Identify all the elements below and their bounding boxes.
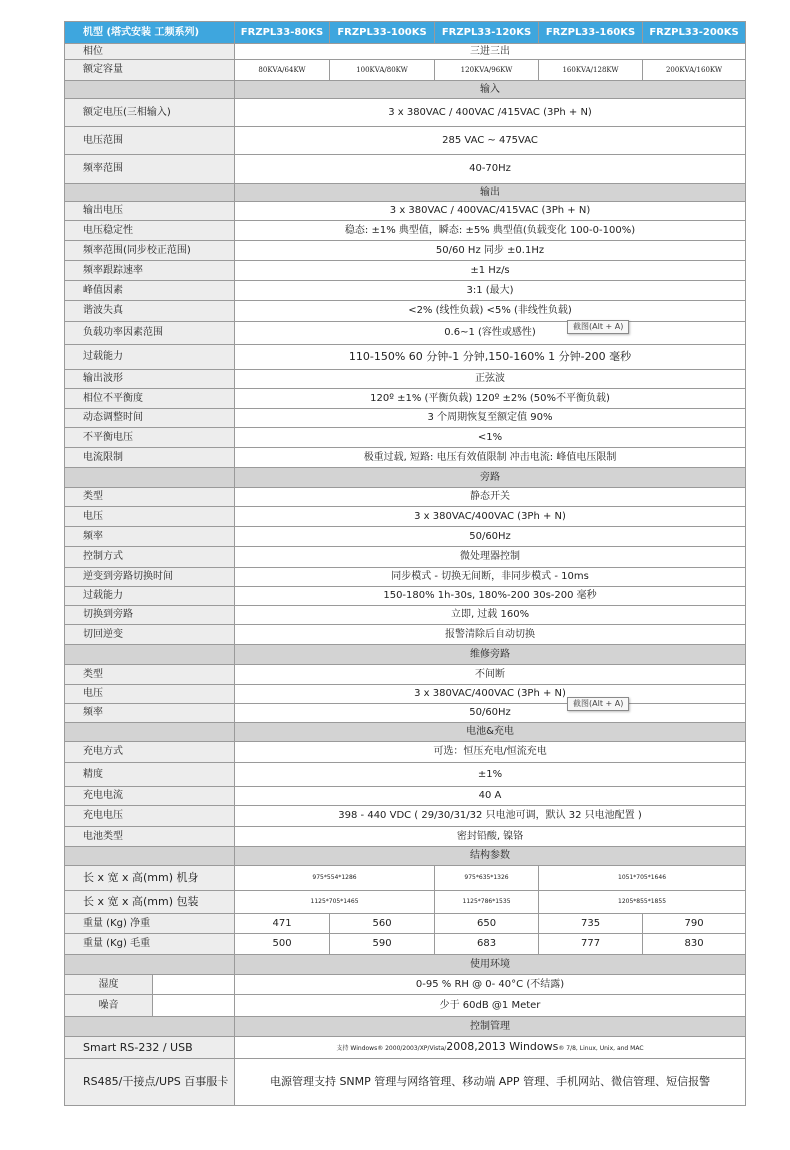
- table-row: [65, 99, 746, 127]
- row-label: 切回逆变: [65, 625, 235, 645]
- row-value: 0.6~1 (容性或感性): [235, 322, 746, 345]
- row-value: 50/60Hz: [235, 527, 746, 547]
- row-value: 40-70Hz: [235, 155, 746, 184]
- table-row: [65, 241, 746, 261]
- row-value: 极重过载, 短路: 电压有效值限制 冲击电流: 峰值电压限制: [235, 448, 746, 468]
- model-name: FRZPL33-160KS: [539, 22, 643, 44]
- capacity-value: 80KVA/64KW: [235, 60, 330, 81]
- capacity-value: 120KVA/96KW: [435, 60, 539, 81]
- row-value: 150-180% 1h-30s, 180%-200 30s-200 毫秒: [235, 587, 746, 606]
- row-label: 额定电压(三相输入): [65, 99, 235, 127]
- table-row: [65, 975, 746, 995]
- table-row: [65, 685, 746, 704]
- row-value: 三进三出: [235, 44, 746, 60]
- weight-value: 471: [235, 914, 330, 934]
- row-value: 40 A: [235, 787, 746, 806]
- screenshot-tooltip: 截图(Alt + A): [567, 697, 629, 711]
- row-label: 负载功率因素范围: [65, 322, 235, 345]
- table-row: [65, 806, 746, 827]
- model-name: FRZPL33-120KS: [435, 22, 539, 44]
- row-label: 长 x 宽 x 高(mm) 包装: [65, 891, 235, 914]
- row-label: 相位: [65, 44, 235, 60]
- weight-value: 590: [330, 934, 435, 955]
- model-name: FRZPL33-100KS: [330, 22, 435, 44]
- dimension-value: 1125*705*1465: [235, 891, 435, 914]
- table-row: [65, 763, 746, 787]
- row-value: 同步模式 - 切换无间断，非同步模式 - 10ms: [235, 568, 746, 587]
- row-label: 输出波形: [65, 370, 235, 389]
- table-row: [65, 866, 746, 891]
- row-value: ±1 Hz/s: [235, 261, 746, 281]
- capacity-value: 200KVA/160KW: [643, 60, 746, 81]
- row-label: 充电电流: [65, 787, 235, 806]
- table-row: [65, 742, 746, 763]
- section-header: [65, 184, 746, 202]
- row-value: 50/60Hz: [235, 704, 746, 723]
- section-header: [65, 645, 746, 665]
- table-row: [65, 60, 746, 81]
- row-label: 电流限制: [65, 448, 235, 468]
- row-label: 频率范围(同步校正范围): [65, 241, 235, 261]
- row-value: 120º ±1% (平衡负载) 120º ±2% (50%不平衡负载): [235, 389, 746, 409]
- section-title: 输入: [235, 81, 746, 99]
- table-row: [65, 507, 746, 527]
- dimension-value: 1205*855*1855: [539, 891, 746, 914]
- table-row: [65, 995, 746, 1017]
- section-header: [65, 81, 746, 99]
- model-name: FRZPL33-200KS: [643, 22, 746, 44]
- capacity-value: 160KVA/128KW: [539, 60, 643, 81]
- row-value: <1%: [235, 428, 746, 448]
- table-row: [65, 221, 746, 241]
- table-row: [65, 587, 746, 606]
- weight-value: 683: [435, 934, 539, 955]
- row-label: 峰值因素: [65, 281, 235, 301]
- section-header: [65, 955, 746, 975]
- row-label: 电压: [65, 507, 235, 527]
- section-title: 输出: [235, 184, 746, 202]
- model-header-row: [65, 22, 746, 44]
- row-label: 充电电压: [65, 806, 235, 827]
- weight-value: 777: [539, 934, 643, 955]
- row-label: 噪音: [65, 995, 153, 1017]
- row-label: 控制方式: [65, 547, 235, 568]
- row-label: 谐波失真: [65, 301, 235, 322]
- row-label: 重量 (Kg) 净重: [65, 914, 235, 934]
- dimension-value: 1125*786*1535: [435, 891, 539, 914]
- section-header: [65, 468, 746, 488]
- table-row: [65, 345, 746, 370]
- row-label: 过载能力: [65, 587, 235, 606]
- row-value: 微处理器控制: [235, 547, 746, 568]
- table-row: [65, 625, 746, 645]
- table-row: [65, 827, 746, 847]
- section-header: [65, 723, 746, 742]
- row-label: 动态调整时间: [65, 409, 235, 428]
- row-value: 3 个周期恢复至额定值 90%: [235, 409, 746, 428]
- row-label: 频率: [65, 527, 235, 547]
- section-title: 旁路: [235, 468, 746, 488]
- row-label: 频率跟踪速率: [65, 261, 235, 281]
- row-value: 398 - 440 VDC ( 29/30/31/32 只电池可调，默认 32 只电池配置 ): [235, 806, 746, 827]
- weight-value: 790: [643, 914, 746, 934]
- table-row: [65, 488, 746, 507]
- section-title: 控制管理: [235, 1017, 746, 1037]
- table-row: [65, 787, 746, 806]
- table-row: [65, 1037, 746, 1059]
- screenshot-tooltip: 截图(Alt + A): [567, 320, 629, 334]
- table-row: [65, 409, 746, 428]
- spec-table: [64, 21, 746, 1106]
- row-label: 电压: [65, 685, 235, 704]
- row-value: 少于 60dB @1 Meter: [235, 995, 746, 1017]
- table-row: [65, 606, 746, 625]
- weight-value: 560: [330, 914, 435, 934]
- row-label: 电压范围: [65, 127, 235, 155]
- row-value: ±1%: [235, 763, 746, 787]
- table-row: [65, 127, 746, 155]
- section-title: 结构参数: [235, 847, 746, 866]
- row-label: RS485/干接点/UPS 百事服卡: [65, 1059, 235, 1106]
- row-label: 重量 (Kg) 毛重: [65, 934, 235, 955]
- table-row: [65, 261, 746, 281]
- row-value: 3 x 380VAC / 400VAC /415VAC (3Ph + N): [235, 99, 746, 127]
- table-row: [65, 389, 746, 409]
- row-label: 逆变到旁路切换时间: [65, 568, 235, 587]
- row-value: 正弦波: [235, 370, 746, 389]
- spec-sheet: [64, 21, 745, 1106]
- row-value: 285 VAC ~ 475VAC: [235, 127, 746, 155]
- row-value: 电源管理支持 SNMP 管理与网络管理、移动端 APP 管理、手机网站、微信管理、短信报警: [235, 1059, 746, 1106]
- section-header: [65, 847, 746, 866]
- section-title: 使用环境: [235, 955, 746, 975]
- table-row: [65, 428, 746, 448]
- table-row: [65, 322, 746, 345]
- section-title: 维修旁路: [235, 645, 746, 665]
- weight-value: 650: [435, 914, 539, 934]
- dimension-value: 975*554*1286: [235, 866, 435, 891]
- row-label: 湿度: [65, 975, 153, 995]
- row-value: 3:1 (最大): [235, 281, 746, 301]
- table-row: [65, 281, 746, 301]
- row-label: 电压稳定性: [65, 221, 235, 241]
- row-value: 不间断: [235, 665, 746, 685]
- row-label: 输出电压: [65, 202, 235, 221]
- section-title: 电池&充电: [235, 723, 746, 742]
- table-row: [65, 547, 746, 568]
- row-value: 3 x 380VAC / 400VAC/415VAC (3Ph + N): [235, 202, 746, 221]
- weight-value: 735: [539, 914, 643, 934]
- row-label: 额定容量: [65, 60, 235, 81]
- row-label: 过载能力: [65, 345, 235, 370]
- section-header: [65, 1017, 746, 1037]
- table-row: [65, 568, 746, 587]
- row-value: 110-150% 60 分钟-1 分钟,150-160% 1 分钟-200 毫秒: [235, 345, 746, 370]
- row-value: 可选：恒压充电/恒流充电: [235, 742, 746, 763]
- table-row: [65, 202, 746, 221]
- table-row: [65, 891, 746, 914]
- row-label: 频率范围: [65, 155, 235, 184]
- row-value: 稳态: ±1% 典型值，瞬态: ±5% 典型值(负载变化 100-0-100%): [235, 221, 746, 241]
- table-row: [65, 704, 746, 723]
- dimension-value: 1051*705*1646: [539, 866, 746, 891]
- table-row: [65, 665, 746, 685]
- capacity-value: 100KVA/80KW: [330, 60, 435, 81]
- row-value: 立即, 过载 160%: [235, 606, 746, 625]
- row-value: 0-95 % RH @ 0- 40°C (不结露): [235, 975, 746, 995]
- row-value: 报警清除后自动切换: [235, 625, 746, 645]
- row-label: 精度: [65, 763, 235, 787]
- table-row: [65, 301, 746, 322]
- model-header-label: 机型 (塔式安装 工频系列): [65, 22, 235, 44]
- table-row: [65, 1059, 746, 1106]
- os-support-value: 支持 Windows® 2000/2003/XP/Vista/2008,2013 Windows® 7/8, Linux, Unix, and MAC: [235, 1037, 746, 1059]
- table-row: [65, 448, 746, 468]
- table-row: [65, 155, 746, 184]
- row-value: 密封铅酸, 镍铬: [235, 827, 746, 847]
- row-label: 充电方式: [65, 742, 235, 763]
- row-label: 相位不平衡度: [65, 389, 235, 409]
- row-label: 类型: [65, 488, 235, 507]
- weight-value: 500: [235, 934, 330, 955]
- table-row: [65, 44, 746, 60]
- row-label: 类型: [65, 665, 235, 685]
- row-value: 3 x 380VAC/400VAC (3Ph + N): [235, 507, 746, 527]
- row-value: <2% (线性负载) <5% (非线性负载): [235, 301, 746, 322]
- row-value: 静态开关: [235, 488, 746, 507]
- table-row: [65, 934, 746, 955]
- dimension-value: 975*635*1326: [435, 866, 539, 891]
- weight-value: 830: [643, 934, 746, 955]
- table-row: [65, 370, 746, 389]
- row-label: 频率: [65, 704, 235, 723]
- row-label: Smart RS-232 / USB: [65, 1037, 235, 1059]
- row-label: 不平衡电压: [65, 428, 235, 448]
- row-value: 50/60 Hz 同步 ±0.1Hz: [235, 241, 746, 261]
- table-row: [65, 914, 746, 934]
- row-label: 长 x 宽 x 高(mm) 机身: [65, 866, 235, 891]
- row-label: 切换到旁路: [65, 606, 235, 625]
- model-name: FRZPL33-80KS: [235, 22, 330, 44]
- table-row: [65, 527, 746, 547]
- row-value: 3 x 380VAC/400VAC (3Ph + N): [235, 685, 746, 704]
- row-label: 电池类型: [65, 827, 235, 847]
